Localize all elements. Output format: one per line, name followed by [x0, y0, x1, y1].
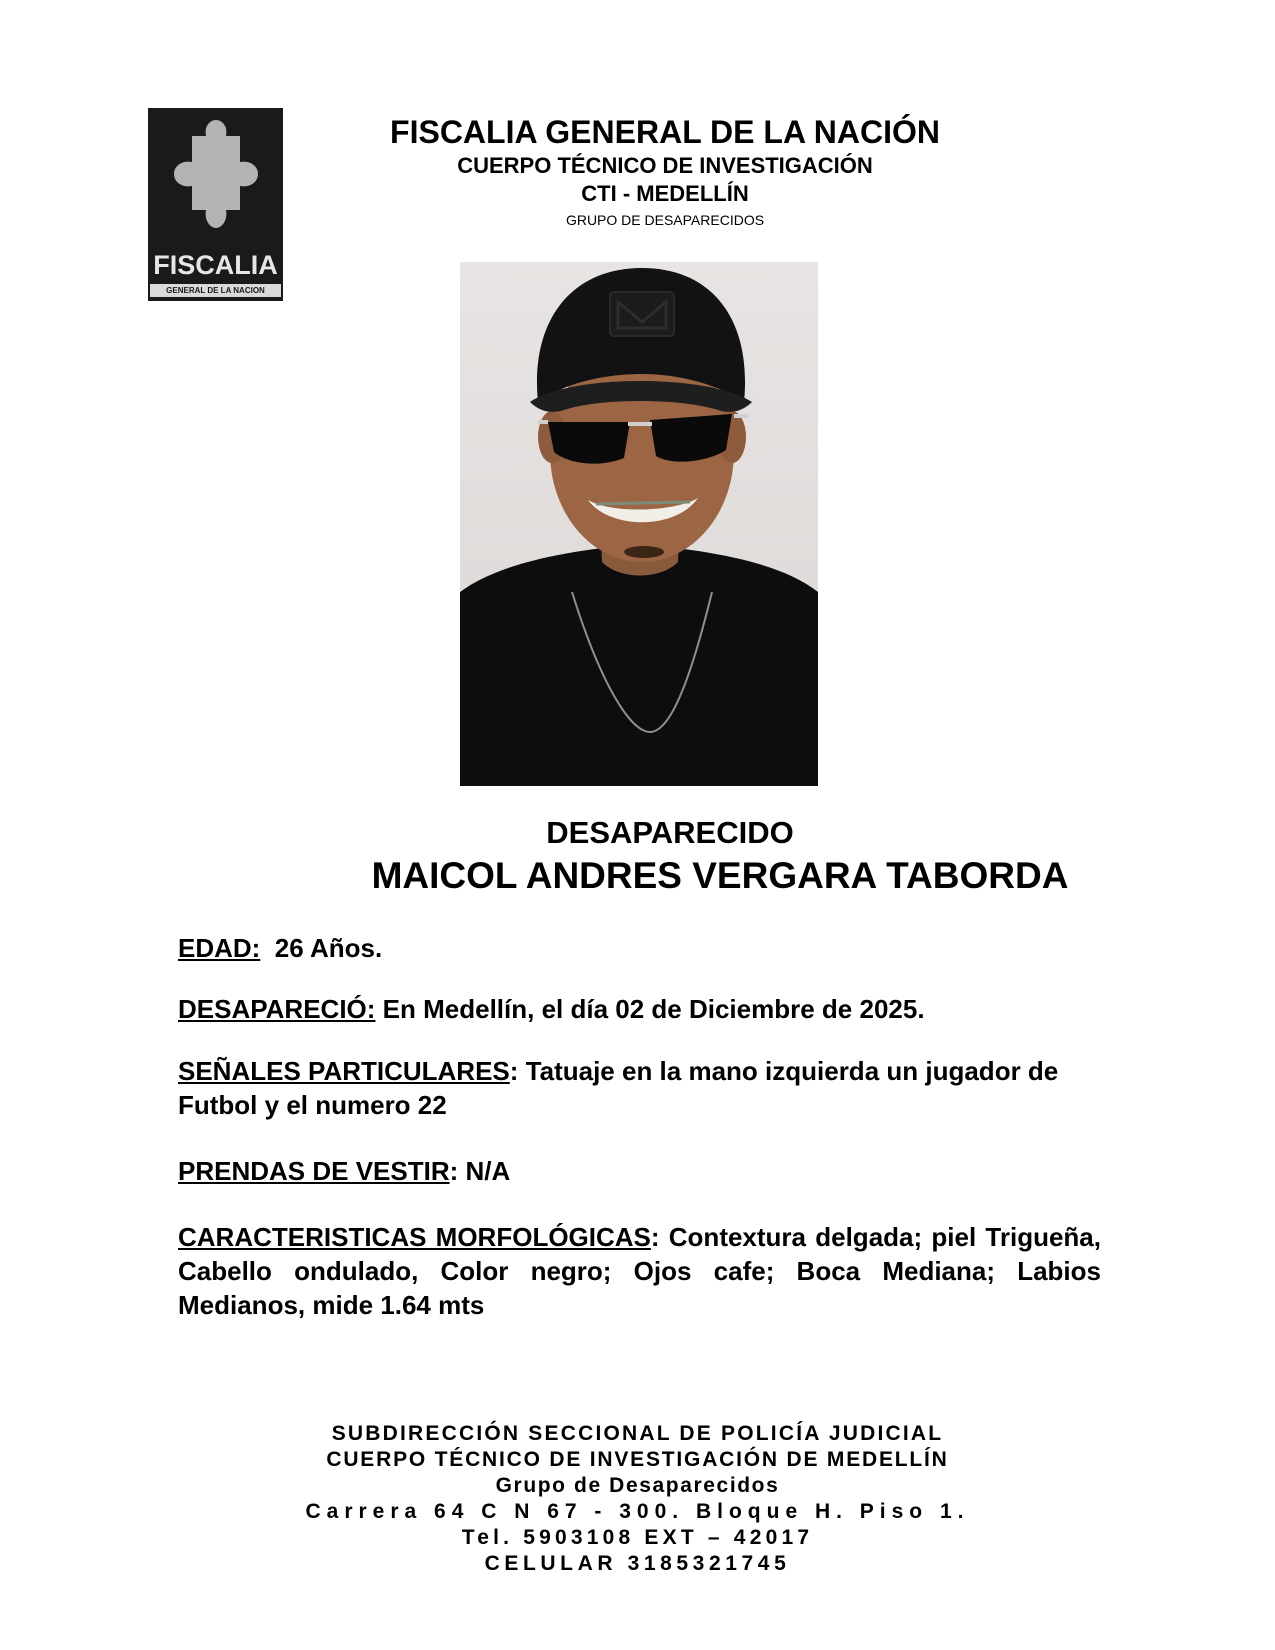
field-desaparecio-label: DESAPARECIÓ: [178, 994, 376, 1024]
header-title: FISCALIA GENERAL DE LA NACIÓN [390, 114, 940, 150]
header-office: CTI - MEDELLÍN [581, 181, 749, 206]
puzzle-piece-icon [170, 118, 262, 246]
field-edad-value: 26 Años. [260, 933, 383, 963]
footer-phone: Tel. 5903108 EXT – 42017 [461, 1526, 814, 1549]
field-desaparecio-value: En Medellín, el día 02 de Diciembre de 2025. [375, 994, 925, 1024]
field-caracteristicas [178, 1220, 1101, 1322]
field-prendas-label: PRENDAS DE VESTIR [178, 1156, 450, 1186]
field-caracteristicas-value: : Contextura delgada; piel Trigueña, Cabello ondulado, Color negro; Ojos cafe; Boca Mediana; Labios Medianos, mide 1.64 mts [178, 1222, 1101, 1320]
logo-wordmark: FISCALIA [153, 250, 278, 280]
footer-line-3: Grupo de Desaparecidos [495, 1474, 780, 1497]
footer-mobile: CELULAR 3185321745 [484, 1552, 791, 1575]
person-name: MAICOL ANDRES VERGARA TABORDA [371, 855, 1069, 896]
header-subtitle: CUERPO TÉCNICO DE INVESTIGACIÓN [457, 153, 873, 178]
missing-person-photo [460, 262, 818, 786]
fiscalia-logo [148, 108, 283, 301]
field-senales-value: : Tatuaje en la mano izquierda un jugador de Futbol y el numero 22 [178, 1056, 1059, 1120]
field-caracteristicas-label: CARACTERISTICAS MORFOLÓGICAS [178, 1222, 651, 1252]
field-prendas-value: : N/A [449, 1156, 511, 1186]
header-group: GRUPO DE DESAPARECIDOS [565, 212, 765, 228]
footer-address: Carrera 64 C N 67 - 300. Bloque H. Piso 1. [305, 1500, 970, 1523]
logo-subtitle: GENERAL DE LA NACION [150, 284, 281, 297]
footer-line-2: CUERPO TÉCNICO DE INVESTIGACIÓN DE MEDELLÍN [326, 1448, 949, 1471]
field-edad [178, 931, 1101, 965]
field-prendas [178, 1154, 1101, 1188]
field-desaparecio [178, 992, 1101, 1026]
footer-line-1: SUBDIRECCIÓN SECCIONAL DE POLICÍA JUDICIAL [331, 1422, 944, 1445]
field-senales-label: SEÑALES PARTICULARES [178, 1056, 510, 1086]
status-label: DESAPARECIDO [546, 815, 794, 850]
field-senales [178, 1054, 1101, 1122]
field-edad-label: EDAD: [178, 933, 261, 963]
